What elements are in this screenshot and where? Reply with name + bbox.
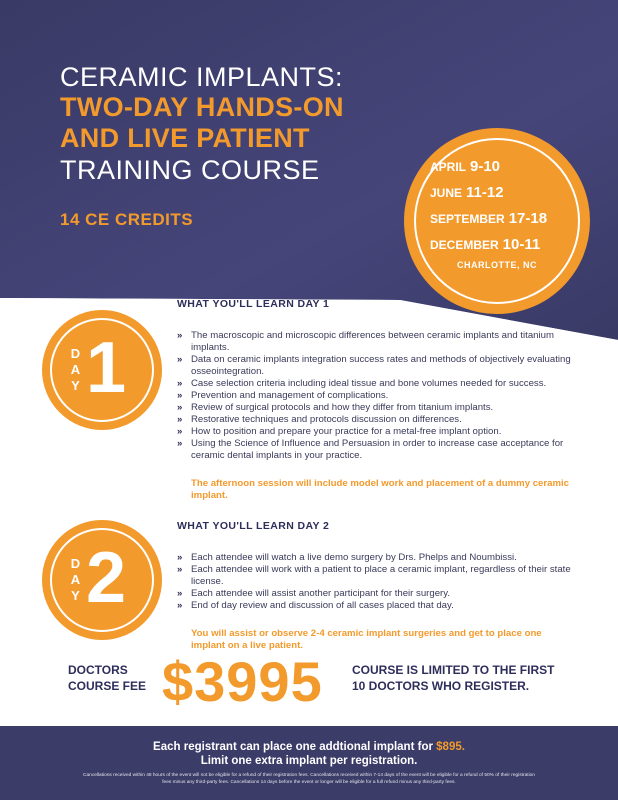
list-item: » Each attendee will watch a live demo surgery by Drs. Phelps and Noumbissi.: [177, 552, 577, 564]
limit-line-1: COURSE IS LIMITED TO THE FIRST: [352, 663, 555, 677]
title-line-1: CERAMIC IMPLANTS:: [60, 62, 344, 92]
limit-line-2: 10 DOCTORS WHO REGISTER.: [352, 679, 530, 693]
day-2-list: [177, 552, 577, 612]
promo-text: [0, 740, 618, 768]
title-line-2: TWO-DAY HANDS-ON: [60, 92, 344, 122]
list-item: » How to position and prepare your practice for a metal-free implant option.: [177, 426, 577, 438]
date-month: DECEMBER: [430, 238, 499, 252]
list-item: » The macroscopic and microscopic differences between ceramic implants and titanium implants.: [177, 330, 577, 354]
date-days: 9-10: [470, 158, 501, 175]
date-row: [430, 232, 580, 258]
list-item: » Data on ceramic implants integration success rates and methods of objectively evaluating osseointegration.: [177, 354, 577, 378]
day-1-heading: WHAT YOU'LL LEARN DAY 1: [177, 298, 330, 310]
day-1-badge: [42, 310, 162, 430]
list-item: » Prevention and management of complications.: [177, 390, 577, 402]
cancellation-fine-print: Cancellations received within 48 hours of the event will not be eligible for a refund of their registration fees. Cancellations received within 7-14 days of the event will be eligible for a refund of 50% of their registration fees minus any third-party fees. Cancellations 14 days before the event or longer will be eligible for a full refund minus any third-party fees.: [83, 773, 535, 785]
dates-list: [430, 154, 580, 258]
registration-limit: [352, 662, 554, 694]
day-2-badge-word: D A Y: [70, 556, 82, 603]
date-row: [430, 180, 580, 206]
date-row: [430, 206, 580, 232]
title-line-4: TRAINING COURSE: [60, 155, 320, 185]
fee-label: [68, 662, 146, 694]
day-2-note: You will assist or observe 2-4 ceramic implant surgeries and get to place one implant on a live patient.: [191, 628, 542, 651]
promo-line-1: Each registrant can place one addtional implant for: [153, 741, 433, 753]
list-item: » Case selection criteria including ideal tissue and bone volumes needed for success.: [177, 378, 577, 390]
footer-bar: [0, 726, 618, 800]
list-item: » End of day review and discussion of all cases placed that day.: [177, 600, 577, 612]
date-month: APRIL: [430, 160, 466, 174]
course-price: $3995: [162, 650, 323, 713]
day-2-heading: WHAT YOU'LL LEARN DAY 2: [177, 520, 330, 532]
list-item: » Restorative techniques and protocols discussion on differences.: [177, 414, 577, 426]
list-item: » Each attendee will work with a patient to place a ceramic implant, regardless of their state license.: [177, 564, 577, 588]
date-days: 10-11: [502, 236, 541, 253]
date-days: 17-18: [508, 210, 548, 227]
promo-amount: $895.: [436, 741, 465, 753]
list-item: » Using the Science of Influence and Persuasion in order to increase case acceptance for ceramic dental implants in your practice.: [177, 438, 577, 462]
day-1-list: [177, 330, 577, 462]
list-item: » Review of surgical protocols and how they differ from titanium implants.: [177, 402, 577, 414]
pricing-block: [0, 650, 618, 716]
date-row: [430, 154, 580, 180]
fee-label-line-2: COURSE FEE: [68, 679, 147, 693]
date-days: 11-12: [466, 184, 504, 201]
day-1-badge-number: 1: [86, 328, 127, 408]
promo-line-2: Limit one extra implant per registration.: [200, 755, 418, 767]
day-1-badge-word: D A Y: [70, 346, 82, 393]
day-2-badge-number: 2: [86, 538, 127, 618]
course-location: CHARLOTTE, NC: [457, 260, 537, 270]
day-1-note: The afternoon session will include model work and placement of a dummy ceramic implant.: [191, 478, 569, 501]
day-1-section: [177, 298, 577, 502]
dates-circle: [404, 128, 590, 314]
date-month: JUNE: [430, 186, 463, 200]
course-title: [60, 62, 420, 186]
day-2-badge: [42, 520, 162, 640]
ce-credits: 14 CE CREDITS: [60, 210, 194, 229]
list-item: » Each attendee will assist another participant for their surgery.: [177, 588, 577, 600]
date-month: SEPTEMBER: [430, 212, 505, 226]
fee-label-line-1: DOCTORS: [68, 663, 128, 677]
day-2-section: [177, 520, 577, 652]
title-line-3: AND LIVE PATIENT: [60, 123, 310, 153]
